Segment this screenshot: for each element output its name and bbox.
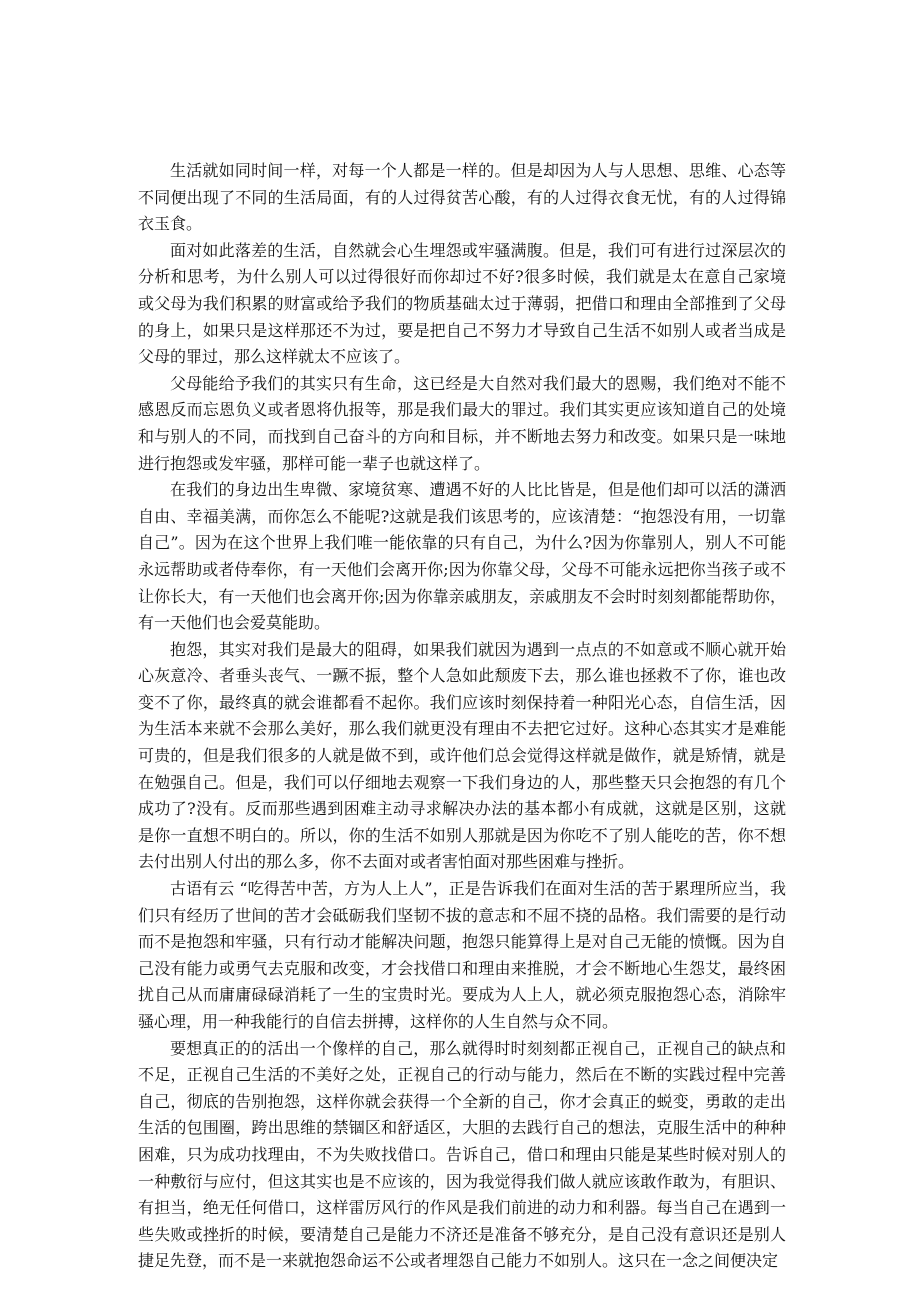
paragraph: 面对如此落差的生活，自然就会心生埋怨或牢骚满腹。但是，我们可有进行过深层次的分析和思考，为什么别人可以过得很好而你却过不好?很多时候，我们就是太在意自己家境或父母为我们积累的财富或给予我们的物质基础太过于薄弱，把借口和理由全部推到了父母的身上，如果只是这样那还不为过，要是把自己不努力才导致自己生活不如别人或者当成是父母的罪过，那么这样就太不应该了。 (138, 240, 786, 367)
article-body (138, 158, 786, 1275)
paragraph: 在我们的身边出生卑微、家境贫寒、遭遇不好的人比比皆是，但是他们却可以活的潇洒自由、幸福美满，而你怎么不能呢?这就是我们该思考的，应该清楚：“抱怨没有用，一切靠自己”。因为在这个世界上我们唯一能依靠的只有自己，为什么?因为你靠别人，别人不可能永远帮助或者侍奉你，有一天他们会离开你;因为你靠父母，父母不可能永远把你当孩子或不让你长大，有一天他们也会离开你;因为你靠亲戚朋友，亲戚朋友不会时时刻刻都能帮助你，有一天他们也会爱莫能助。 (138, 480, 786, 633)
paragraph: 父母能给予我们的其实只有生命，这已经是大自然对我们最大的恩赐，我们绝对不能不感恩反而忘恩负义或者恩将仇报等，那是我们最大的罪过。我们其实更应该知道自己的处境和与别人的不同，而找到自己奋斗的方向和目标，并不断地去努力和改变。如果只是一味地进行抱怨或发牢骚，那样可能一辈子也就这样了。 (138, 373, 786, 473)
paragraph: 生活就如同时间一样，对每一个人都是一样的。但是却因为人与人思想、思维、心态等不同便出现了不同的生活局面，有的人过得贫苦心酸，有的人过得衣食无忧，有的人过得锦衣玉食。 (138, 161, 786, 234)
paragraph: 要想真正的的活出一个像样的自己，那么就得时时刻刻都正视自己，正视自己的缺点和不足，正视自己生活的不美好之处，正视自己的行动与能力，然后在不断的实践过程中完善自己，彻底的告别抱怨，这样你就会获得一个全新的自己，你才会真正的蜕变，勇敢的走出生活的包围圈，跨出思维的禁锢区和舒适区，大胆的去践行自己的想法，克服生活中的种种困难，只为成功找理由，不为失败找借口。告诉自己，借口和理由只能是某些时候对别人的一种敷衍与应付，但这其实也是不应该的，因为我觉得我们做人就应该敢作敢为，有胆识、有担当，绝无任何借口，这样雷厉风行的作风是我们前进的动力和利器。每当自己在遇到一些失败或挫折的时候，要清楚自己是能力不济还是准备不够充分，是自己没有意识还是别人捷足先登，而不是一来就抱怨命运不公或者埋怨自己能力不如别人。这只在一念之间便决定 (138, 1038, 786, 1271)
paragraph: 古语有云 “吃得苦中苦，方为人上人”，正是告诉我们在面对生活的苦于累理所应当，我们只有经历了世间的苦才会砥砺我们坚韧不拔的意志和不屈不挠的品格。我们需要的是行动而不是抱怨和牢骚，只有行动才能解决问题，抱怨只能算得上是对自己无能的愤慨。因为自己没有能力或勇气去克服和改变，才会找借口和理由来推脱，才会不断地心生怨艾，最终困扰自己从而庸庸碌碌消耗了一生的宝贵时光。要成为人上人，就必须克服抱怨心态，消除牢骚心理，用一种我能行的自信去拼搏，这样你的人生自然与众不同。 (138, 879, 786, 1031)
paragraph: 抱怨，其实对我们是最大的阻碍，如果我们就因为遇到一点点的不如意或不顺心就开始心灰意冷、者垂头丧气、一蹶不振，整个人急如此颓废下去，那么谁也拯救不了你，谁也改变不了你，最终真的就会谁都看不起你。我们应该时刻保持着一种阳光心态，自信生活，因为生活本来就不会那么美好，那么我们就更没有理由不去把它过好。这种心态其实才是难能可贵的，但是我们很多的人就是做不到，或许他们总会觉得这样就是做作，就是矫情，就是在勉强自己。但是，我们可以仔细地去观察一下我们身边的人，那些整天只会抱怨的有几个成功了?没有。反而那些遇到困难主动寻求解决办法的基本都小有成就，这就是区别，这就是你一直想不明白的。所以，你的生活不如别人那就是因为你吃不了别人能吃的苦，你不想去付出别人付出的那么多，你不去面对或者害怕面对那些困难与挫折。 (138, 639, 786, 872)
